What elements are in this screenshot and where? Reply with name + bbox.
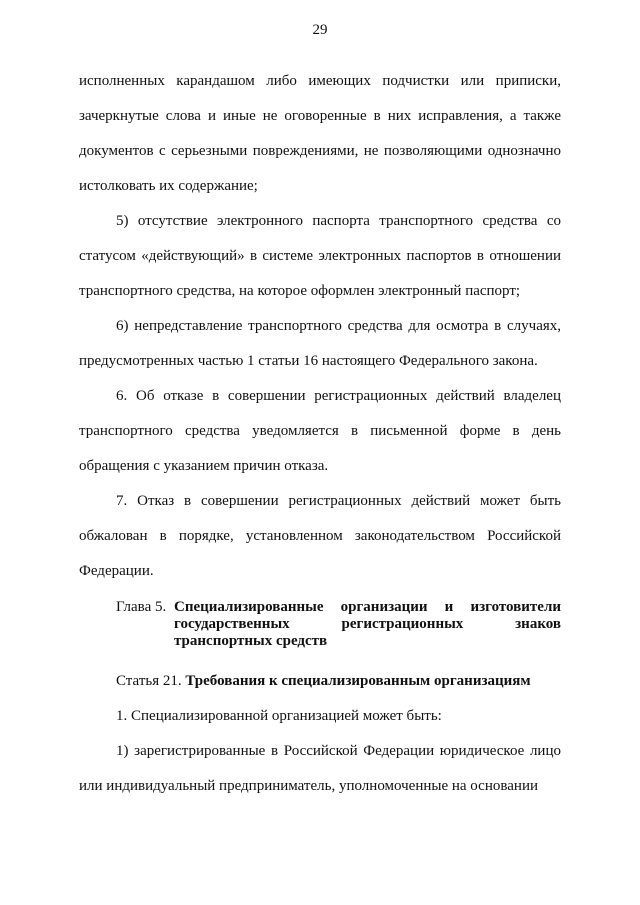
paragraph-clause-6: 6. Об отказе в совершении регистрационных действий владелец транспортного средства уведомляется в письменной форме в день обращения с указанием причин отказа. [79,388,561,474]
paragraph-continuation: исполненных карандашом либо имеющих подчистки или приписки, зачеркнутые слова и иные не оговоренные в них исправления, а также документов с серьезными повреждениями, не позволяющими однозначно истолковать их содержание; [79,73,561,194]
paragraph-item-6: 6) непредставление транспортного средства для осмотра в случаях, предусмотренных частью 1 статьи 16 настоящего Федерального закона. [79,318,561,369]
article-label: Статья 21. [116,673,182,689]
paragraph-item-5: 5) отсутствие электронного паспорта транспортного средства со статусом «действующий» в системе электронных паспортов в отношении транспортного средства, на которое оформлен электронный паспорт; [79,213,561,299]
document-body [79,64,561,804]
paragraph-clause-1: 1. Специализированной организацией может быть: [116,708,442,724]
paragraph-item-1: 1) зарегистрированные в Российской Федерации юридическое лицо или индивидуальный предприниматель, уполномоченные на основании [79,743,561,794]
article-title: Требования к специализированным организациям [185,673,531,689]
article-heading [79,664,561,699]
paragraph-clause-7: 7. Отказ в совершении регистрационных действий может быть обжалован в порядке, установленном законодательством Российской Федерации. [79,493,561,579]
page-number: 29 [312,22,328,38]
chapter-title: Специализированные организации и изготовители государственных регистрационных знаков транспортных средств [174,599,561,649]
chapter-label: Глава 5. [116,599,167,615]
chapter-heading [79,599,561,650]
